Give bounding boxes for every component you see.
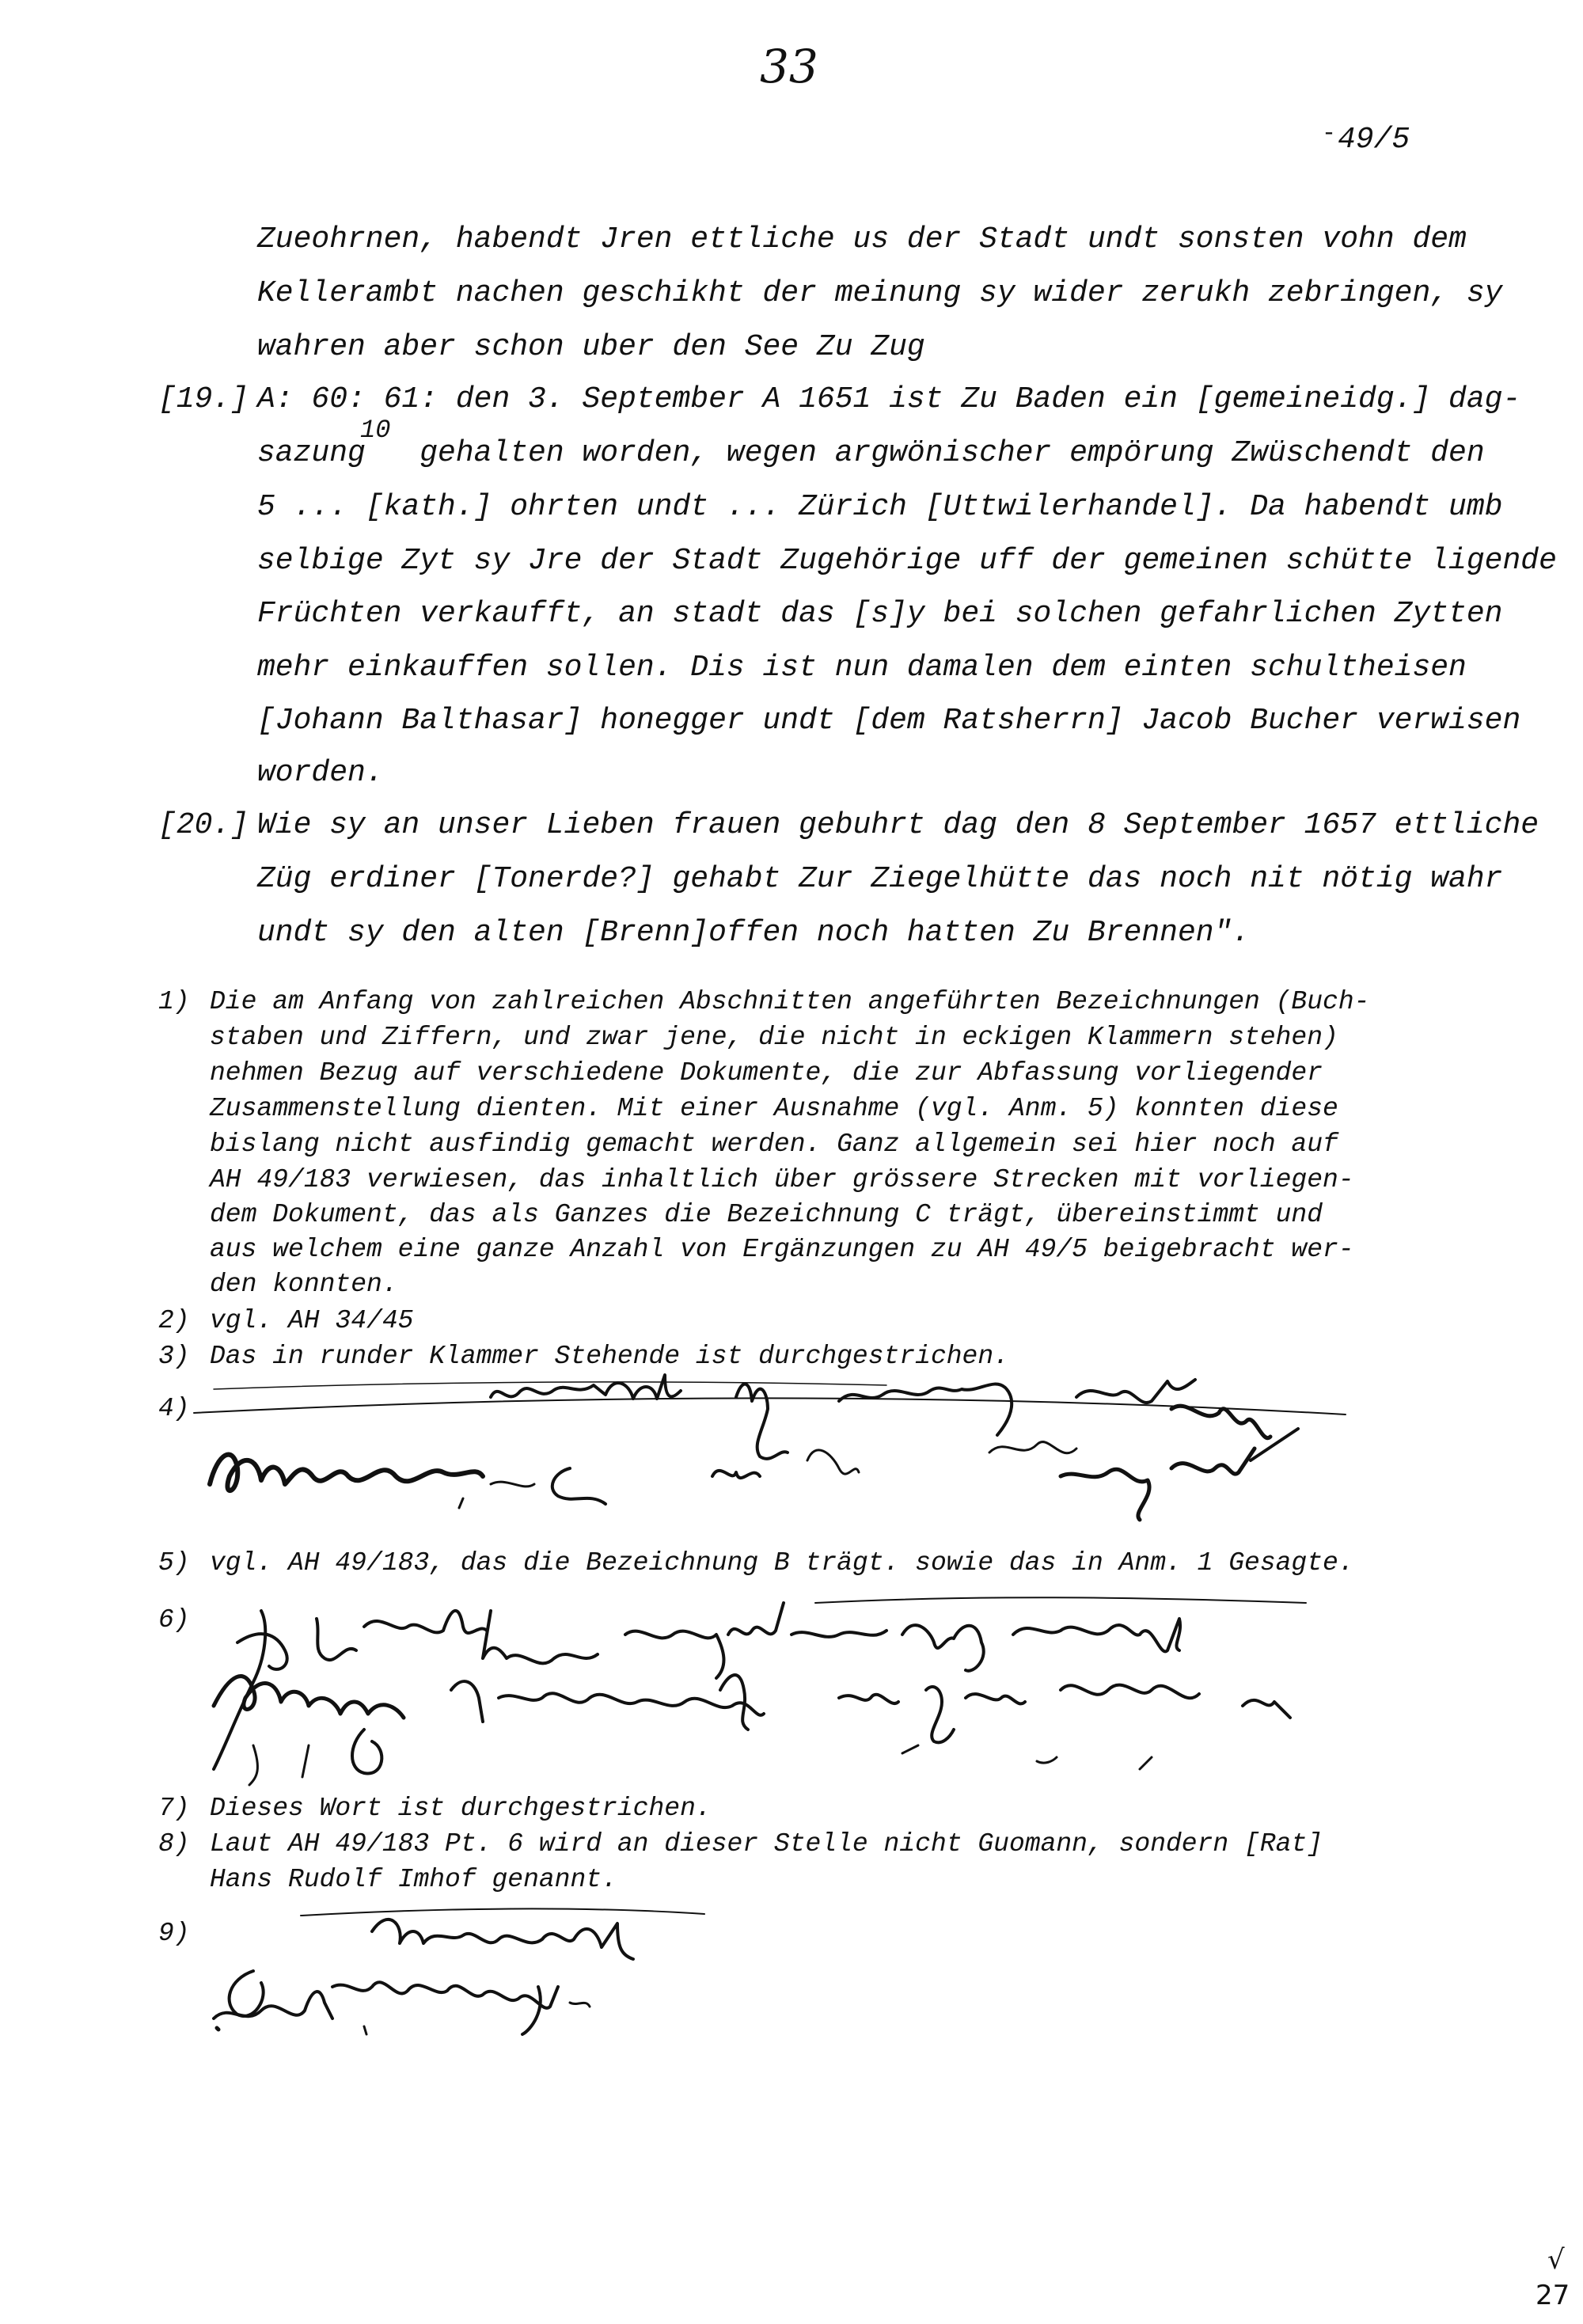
sheet-number: 27	[1536, 2280, 1570, 2311]
footnote-line: vgl. AH 49/183, das die Bezeichnung B trägt. sowie das in Anm. 1 Gesagte.	[210, 1548, 1354, 1578]
body-line: undt sy den alten [Brenn]offen noch hatten Zu Brennen".	[257, 916, 1251, 950]
body-line: Früchten verkaufft, an stadt das [s]y bei solchen gefahrlichen Zytten	[257, 597, 1503, 631]
body-line: wahren aber schon uber den See Zu Zug	[257, 330, 925, 364]
body-line: selbige Zyt sy Jre der Stadt Zugehörige uff der gemeinen schütte ligende	[257, 544, 1557, 578]
document-reference: 49/5	[1338, 123, 1410, 157]
footnote-number: 2)	[158, 1306, 190, 1335]
footnote-line: AH 49/183 verwiesen, das inhaltlich über grössere Strecken mit vorliegen-	[210, 1165, 1354, 1194]
footnote-number: 7)	[158, 1794, 190, 1823]
footnote-number: 5)	[158, 1548, 190, 1578]
footnote-line: bislang nicht ausfindig gemacht werden. Ganz allgemein sei hier noch auf	[210, 1130, 1338, 1159]
body-line: 5 ... [kath.] ohrten undt ... Zürich [Uttwilerhandel]. Da habendt umb	[257, 490, 1503, 524]
footnote-number: 8)	[158, 1829, 190, 1859]
body-line: A: 60: 61: den 3. September A 1651 ist Zu Baden ein [gemeineidg.] dag-	[257, 382, 1521, 416]
footnote-line: aus welchem eine ganze Anzahl von Ergänzungen zu AH 49/5 beigebracht wer-	[210, 1235, 1354, 1264]
body-line: Züg erdiner [Tonerde?] gehabt Zur Ziegelhütte das noch nit nötig wahr	[257, 862, 1503, 896]
body-line: Zueohrnen, habendt Jren ettliche us der Stadt undt sonsten vohn dem	[257, 222, 1467, 256]
handwritten-excerpt-9	[206, 1900, 712, 2058]
footnote-line: vgl. AH 34/45	[210, 1306, 414, 1335]
check-mark: √	[1547, 2244, 1565, 2276]
footnote-line: Hans Rudolf Imhof genannt.	[210, 1865, 617, 1894]
paragraph-marker: [20.]	[158, 808, 249, 842]
footnote-line: den konnten.	[210, 1270, 398, 1299]
paragraph-marker: [19.]	[158, 382, 249, 416]
body-line: mehr einkauffen sollen. Dis ist nun damalen dem einten schultheisen	[257, 651, 1467, 685]
footnote-ref-superscript: 10	[360, 416, 391, 445]
footnote-line: Die am Anfang von zahlreichen Abschnitten angeführten Bezeichnungen (Buch-	[210, 987, 1370, 1016]
footnote-line: staben und Ziffern, und zwar jene, die nicht in eckigen Klammern stehen)	[210, 1023, 1338, 1052]
footnote-number: 3)	[158, 1342, 190, 1371]
reference-dash: -	[1322, 120, 1337, 147]
footnote-line: Laut AH 49/183 Pt. 6 wird an dieser Stelle nicht Guomann, sondern [Rat]	[210, 1829, 1323, 1859]
body-line: Kellerambt nachen geschikht der meinung sy wider zerukh zebringen, sy	[257, 276, 1503, 310]
footnote-number: 9)	[158, 1919, 190, 1948]
footnote-line: Das in runder Klammer Stehende ist durchgestrichen.	[210, 1342, 1009, 1371]
footnote-number: 1)	[158, 987, 190, 1016]
handwritten-excerpt-4	[190, 1365, 1377, 1540]
footnote-line: nehmen Bezug auf verschiedene Dokumente, die zur Abfassung vorliegender	[210, 1058, 1323, 1088]
footnote-line: dem Dokument, das als Ganzes die Bezeichnung C trägt, übereinstimmt und	[210, 1200, 1323, 1229]
body-line: worden.	[257, 756, 384, 790]
body-line: [Johann Balthasar] honegger undt [dem Ratsherrn] Jacob Bucher verwisen	[257, 704, 1521, 738]
body-line: Wie sy an unser Lieben frauen gebuhrt dag den 8 September 1657 ettliche	[257, 808, 1539, 842]
footnote-line: Dieses Wort ist durchgestrichen.	[210, 1794, 712, 1823]
page-number: 33	[760, 40, 818, 93]
body-line: sazung gehalten worden, wegen argwönischer empörung Zwüschendt den	[257, 436, 1485, 470]
footnote-number: 6)	[158, 1605, 190, 1635]
handwritten-excerpt-6	[182, 1587, 1353, 1793]
footnote-number: 4)	[158, 1394, 190, 1423]
footnote-line: Zusammenstellung dienten. Mit einer Ausnahme (vgl. Anm. 5) konnten diese	[210, 1094, 1338, 1123]
